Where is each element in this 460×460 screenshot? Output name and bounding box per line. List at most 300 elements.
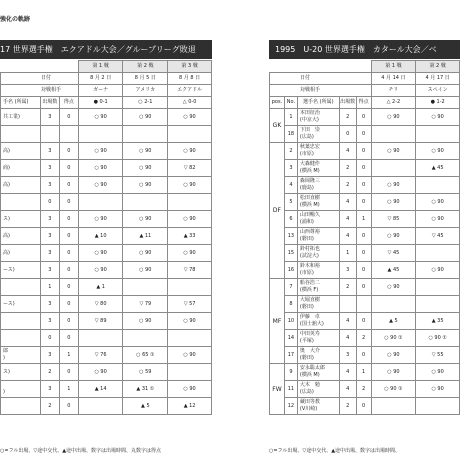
opponent-label: 対戦相手 (1, 85, 79, 97)
goals: 1 (356, 364, 371, 381)
goals: 0 (59, 211, 78, 228)
match-result: △ 2-2 (371, 97, 416, 109)
caps: 2 (339, 398, 356, 415)
goals: 0 (356, 143, 371, 160)
match-2-entry: ▽ 79 (123, 296, 168, 313)
match-3-entry: ▲ 12 (168, 398, 212, 415)
player-name: 大森健作 (横浜 M) (297, 160, 339, 177)
player-row (270, 160, 460, 177)
caps: 0 (40, 194, 59, 211)
match-1-entry: ○ 90 ① (371, 381, 416, 398)
player-name: ) (1, 381, 41, 398)
match-2-entry: ○ 90 (416, 109, 460, 126)
match-1-entry: ○ 90 (78, 160, 123, 177)
date-row (270, 73, 460, 85)
goals: 0 (356, 109, 371, 126)
player-row (1, 245, 212, 262)
match-1-entry: ○ 90 (371, 194, 416, 211)
caps-header: 出場数 (339, 97, 356, 109)
match-2-entry (123, 194, 168, 211)
opponent: エクアドル (168, 85, 212, 97)
match-1-entry: ○ 90 (78, 109, 123, 126)
match-2-entry: ○ 90 (416, 381, 460, 398)
caps: 3 (40, 177, 59, 194)
player-name: 山田暢久 (浦和) (297, 211, 339, 228)
player-row (270, 398, 460, 415)
column-header-row (270, 97, 460, 109)
goals: 0 (59, 143, 78, 160)
player-row (1, 296, 212, 313)
goals: 0 (59, 194, 78, 211)
player-name: 本田征治 (中京大) (297, 109, 339, 126)
match-2-entry (123, 126, 168, 143)
goals: 0 (59, 262, 78, 279)
match-2-entry: ○ 65 ① (123, 347, 168, 364)
match-1-entry: ○ 90 (78, 143, 123, 160)
shirt-number: 12 (284, 398, 297, 415)
match-header: 第 2 戦 (123, 61, 168, 73)
goals: 0 (356, 279, 371, 296)
goals: 0 (356, 177, 371, 194)
caps: 3 (40, 228, 59, 245)
match-3-entry: ○ 90 (168, 245, 212, 262)
caps: 3 (40, 109, 59, 126)
caps: 2 (339, 160, 356, 177)
player-row (270, 364, 460, 381)
match-1-entry (78, 398, 123, 415)
caps: 3 (339, 347, 356, 364)
name-header: 手名 (所属) (1, 97, 41, 109)
player-name: 高) (1, 177, 41, 194)
position-group: DF (270, 143, 285, 279)
player-name: ス) (1, 211, 41, 228)
right-title-bar: 1995 U-20 世界選手権 カタール大会／ベ (269, 40, 460, 59)
player-row (270, 381, 460, 398)
match-3-entry: ○ 90 (168, 381, 212, 398)
match-1-entry: ○ 90 (371, 364, 416, 381)
match-1-entry: ▲ 1 (78, 279, 123, 296)
shirt-number: 4 (284, 177, 297, 194)
caps: 4 (339, 194, 356, 211)
goals: 0 (59, 177, 78, 194)
match-3-entry: ▽ 57 (168, 296, 212, 313)
match-result: ● 0-1 (78, 97, 123, 109)
caps: 4 (339, 228, 356, 245)
match-1-entry: ○ 90 (371, 177, 416, 194)
match-2-entry: ▲ 11 (123, 228, 168, 245)
goals: 0 (356, 245, 371, 262)
shirt-number: 18 (284, 126, 297, 143)
match-2-entry: ▽ 55 (416, 347, 460, 364)
caps: 3 (40, 262, 59, 279)
goals-header: 得点 (356, 97, 371, 109)
player-row (1, 313, 212, 330)
caps (339, 296, 356, 313)
match-2-entry: ▲ 31 ① (123, 381, 168, 398)
goals: 0 (356, 126, 371, 143)
match-1-entry (371, 126, 416, 143)
caps: 4 (339, 364, 356, 381)
shirt-number: 9 (284, 364, 297, 381)
match-2-entry (416, 398, 460, 415)
match-2-entry: ○ 90 ① (416, 330, 460, 347)
left-results-table (0, 60, 212, 415)
player-name: 鈴村拓也 (試淀大) (297, 245, 339, 262)
shirt-number: 3 (284, 160, 297, 177)
player-name: 森岡隆三 (鹿島) (297, 177, 339, 194)
goals: 0 (356, 194, 371, 211)
caps: 2 (339, 109, 356, 126)
player-row (1, 126, 212, 143)
player-row (270, 330, 460, 347)
match-1-entry: ○ 90 (78, 262, 123, 279)
match-2-entry: ▽ 45 (416, 228, 460, 245)
legend-note: ○=フル出場、▽途中交代、▲途中出場、数字は出場時間、丸数字は得点 (0, 448, 162, 454)
match-2-entry: ○ 90 (123, 211, 168, 228)
match-3-entry (168, 126, 212, 143)
caps: 3 (40, 381, 59, 398)
goals: 0 (356, 313, 371, 330)
match-2-entry: ○ 90 (123, 177, 168, 194)
match-date: 4 月 17 日 (416, 73, 460, 85)
match-3-entry: ▽ 82 (168, 160, 212, 177)
match-2-entry: ▲ 35 (416, 313, 460, 330)
match-1-entry: ▽ 76 (78, 347, 123, 364)
goals: 0 (59, 398, 78, 415)
match-header: 第 1 戦 (78, 61, 123, 73)
match-3-entry: ○ 90 (168, 347, 212, 364)
player-name (1, 194, 41, 211)
match-3-entry (168, 364, 212, 381)
match-3-entry: ▲ 33 (168, 228, 212, 245)
left-page (0, 0, 212, 460)
match-1-entry: ○ 90 (371, 228, 416, 245)
match-header: 第 2 戦 (416, 61, 460, 73)
match-3-entry: ○ 90 (168, 211, 212, 228)
player-name: ス) (1, 364, 41, 381)
date-label: 日付 (270, 73, 372, 85)
goals: 0 (59, 330, 78, 347)
player-name: 松田直樹 (横浜 M) (297, 194, 339, 211)
shirt-number: 17 (284, 347, 297, 364)
caps: 3 (40, 211, 59, 228)
goals: 0 (59, 279, 78, 296)
goals: 0 (59, 160, 78, 177)
player-row (270, 211, 460, 228)
opponent: スペイン (416, 85, 460, 97)
match-date: 8 月 8 日 (168, 73, 212, 85)
match-1-entry: ▽ 45 (371, 245, 416, 262)
match-1-entry (371, 160, 416, 177)
match-2-entry: ○ 90 (123, 262, 168, 279)
opponent-row (270, 85, 460, 97)
player-row (270, 228, 460, 245)
match-3-entry: ▽ 78 (168, 262, 212, 279)
goals: 0 (356, 347, 371, 364)
match-3-entry (168, 330, 212, 347)
match-1-entry: ○ 90 (78, 211, 123, 228)
opponent: ガーナ (78, 85, 123, 97)
caps: 3 (339, 262, 356, 279)
match-1-entry (78, 330, 123, 347)
player-row (270, 126, 460, 143)
goals (356, 296, 371, 313)
player-row (1, 109, 212, 126)
player-name (1, 330, 41, 347)
match-1-entry: ▽ 85 (371, 211, 416, 228)
player-row (270, 194, 460, 211)
player-name (1, 313, 41, 330)
left-title-bar: 17 世界選手権 エクアドル大会／グループリーグ敗退 (0, 40, 212, 59)
match-1-entry (371, 296, 416, 313)
goals: 0 (356, 262, 371, 279)
caps: 3 (40, 347, 59, 364)
goals: 0 (59, 109, 78, 126)
opponent: チリ (371, 85, 416, 97)
match-1-entry: ▲ 45 (371, 262, 416, 279)
shirt-number: 7 (284, 279, 297, 296)
match-3-entry: ○ 90 (168, 109, 212, 126)
match-1-entry: ○ 90 (78, 177, 123, 194)
match-result: △ 0-0 (168, 97, 212, 109)
player-row (270, 296, 460, 313)
player-name: ース) (1, 296, 41, 313)
match-2-entry: ▲ 5 (123, 398, 168, 415)
goals: 1 (59, 347, 78, 364)
date-row (1, 73, 212, 85)
goals: 0 (356, 398, 371, 415)
match-2-entry (416, 245, 460, 262)
shirt-number: 16 (284, 262, 297, 279)
match-1-entry: ▲ 10 (78, 228, 123, 245)
date-label: 日付 (1, 73, 79, 85)
caps: 0 (40, 330, 59, 347)
goals: 0 (356, 228, 371, 245)
match-1-entry: ▲ 5 (371, 313, 416, 330)
shirt-number: 6 (284, 211, 297, 228)
name-header: 選手名 (所属) (297, 97, 339, 109)
caps: 3 (40, 160, 59, 177)
player-name: 高) (1, 228, 41, 245)
player-name: 秋葉忠宏 (市原) (297, 143, 339, 160)
player-row (1, 143, 212, 160)
caps: 4 (339, 211, 356, 228)
player-name (1, 279, 41, 296)
running-head: 強化の軌跡 (0, 16, 31, 23)
caps: 0 (339, 126, 356, 143)
match-1-entry: ○ 90 (371, 279, 416, 296)
player-row (1, 279, 212, 296)
caps: 3 (40, 245, 59, 262)
legend-note: ○=フル出場、▽途中交代、▲途中出場、数字は出場時間、 (269, 448, 401, 454)
player-row (270, 262, 460, 279)
match-2-entry: ○ 90 (123, 109, 168, 126)
caps: 4 (339, 330, 356, 347)
match-header: 第 1 戦 (371, 61, 416, 73)
player-name: 大木 勉 (広島) (297, 381, 339, 398)
shirt-number: 8 (284, 296, 297, 313)
match-3-entry: ○ 90 (168, 177, 212, 194)
caps: 2 (40, 398, 59, 415)
match-2-entry: ▲ 45 (416, 160, 460, 177)
match-2-entry (123, 279, 168, 296)
player-row (1, 364, 212, 381)
goals: 1 (59, 381, 78, 398)
match-result: ○ 2-1 (123, 97, 168, 109)
match-date: 8 月 2 日 (78, 73, 123, 85)
goals: 1 (356, 211, 371, 228)
player-row (270, 245, 460, 262)
match-1-entry: ○ 90 (371, 143, 416, 160)
position-group: MF (270, 279, 285, 364)
goals (59, 126, 78, 143)
match-2-entry: ○ 90 (416, 194, 460, 211)
number-header: No. (284, 97, 297, 109)
player-name: 蔵田等教 (V川崎) (297, 398, 339, 415)
caps: 4 (339, 143, 356, 160)
shirt-number: 10 (284, 313, 297, 330)
shirt-number: 11 (284, 381, 297, 398)
shirt-number: 14 (284, 330, 297, 347)
caps (40, 126, 59, 143)
player-row (1, 381, 212, 398)
match-1-entry: ○ 90 ① (371, 330, 416, 347)
goals: 0 (59, 296, 78, 313)
goals: 2 (356, 381, 371, 398)
match-result: ● 1-2 (416, 97, 460, 109)
goals: 0 (59, 245, 78, 262)
player-name (1, 126, 41, 143)
match-3-entry: ○ 90 (168, 313, 212, 330)
goals: 2 (356, 330, 371, 347)
player-name: 高) (1, 245, 41, 262)
match-1-entry: ○ 90 (78, 245, 123, 262)
shirt-number: 13 (284, 228, 297, 245)
match-2-entry (123, 330, 168, 347)
match-3-entry (168, 279, 212, 296)
match-2-entry (416, 126, 460, 143)
caps: 3 (40, 296, 59, 313)
match-2-entry: ○ 90 (123, 160, 168, 177)
match-2-entry: ○ 90 (416, 143, 460, 160)
opponent-row (1, 85, 212, 97)
player-row (1, 211, 212, 228)
position-group: GK (270, 109, 285, 143)
match-1-entry: ○ 90 (371, 347, 416, 364)
player-name: 商) (1, 160, 41, 177)
player-name: 安永聡太郎 (横浜 M) (297, 364, 339, 381)
player-name: 大堀直樹 (磐田) (297, 296, 339, 313)
caps: 1 (339, 245, 356, 262)
match-1-entry (78, 194, 123, 211)
pos-header: pos. (270, 97, 285, 109)
match-1-entry: ▽ 80 (78, 296, 123, 313)
match-2-entry (416, 279, 460, 296)
player-name (1, 398, 41, 415)
match-header: 第 3 戦 (168, 61, 212, 73)
caps: 1 (40, 279, 59, 296)
opponent-label: 対戦相手 (270, 85, 372, 97)
match-header-row (270, 61, 460, 73)
player-row (270, 279, 460, 296)
player-row (270, 143, 460, 160)
match-2-entry (416, 296, 460, 313)
player-name: 共工業) (1, 109, 41, 126)
match-date: 8 月 5 日 (123, 73, 168, 85)
player-name: 山西尊裕 (磐田) (297, 228, 339, 245)
player-row (1, 398, 212, 415)
right-page (252, 0, 460, 460)
match-1-entry: ○ 90 (371, 109, 416, 126)
player-row (270, 313, 460, 330)
caps: 3 (40, 313, 59, 330)
player-row (270, 109, 460, 126)
player-name: 郎 ) (1, 347, 41, 364)
player-name: 下田 崇 (広島) (297, 126, 339, 143)
player-row (1, 177, 212, 194)
player-row (1, 160, 212, 177)
player-name: ース) (1, 262, 41, 279)
player-name: 奥 大介 (磐田) (297, 347, 339, 364)
goals: 0 (59, 228, 78, 245)
opponent: アメリカ (123, 85, 168, 97)
match-2-entry: ○ 90 (416, 211, 460, 228)
page-gutter (212, 0, 252, 460)
column-header-row (1, 97, 212, 109)
match-1-entry: ▽ 89 (78, 313, 123, 330)
player-name: 中田英寿 (平塚) (297, 330, 339, 347)
match-1-entry (371, 398, 416, 415)
player-name: 高) (1, 143, 41, 160)
match-2-entry: ○ 90 (123, 143, 168, 160)
caps-header: 出場数 (40, 97, 59, 109)
match-3-entry (168, 194, 212, 211)
goals: 0 (59, 313, 78, 330)
match-1-entry: ○ 90 (78, 364, 123, 381)
player-row (1, 228, 212, 245)
match-header-row (1, 61, 212, 73)
player-name: 鈴木和裕 (市原) (297, 262, 339, 279)
match-2-entry: ○ 90 (123, 245, 168, 262)
goals: 0 (356, 160, 371, 177)
caps: 3 (40, 143, 59, 160)
player-row (1, 262, 212, 279)
player-row (1, 330, 212, 347)
caps: 2 (40, 364, 59, 381)
match-3-entry: ○ 90 (168, 143, 212, 160)
right-results-table (269, 60, 460, 415)
match-1-entry (78, 126, 123, 143)
match-1-entry: ▲ 14 (78, 381, 123, 398)
match-date: 4 月 14 日 (371, 73, 416, 85)
shirt-number: 5 (284, 194, 297, 211)
player-name: 船谷浩二 (横浜 F) (297, 279, 339, 296)
caps: 4 (339, 313, 356, 330)
caps: 2 (339, 279, 356, 296)
player-row (270, 177, 460, 194)
match-2-entry: ○ 90 (416, 364, 460, 381)
player-row (1, 194, 212, 211)
match-2-entry: ○ 90 (416, 262, 460, 279)
shirt-number: 2 (284, 143, 297, 160)
match-2-entry (416, 177, 460, 194)
match-2-entry: ○ 90 (123, 313, 168, 330)
player-name: 伊藤 卓 (国士舘大) (297, 313, 339, 330)
player-row (270, 347, 460, 364)
shirt-number: 15 (284, 245, 297, 262)
player-row (1, 347, 212, 364)
position-group: FW (270, 364, 285, 415)
